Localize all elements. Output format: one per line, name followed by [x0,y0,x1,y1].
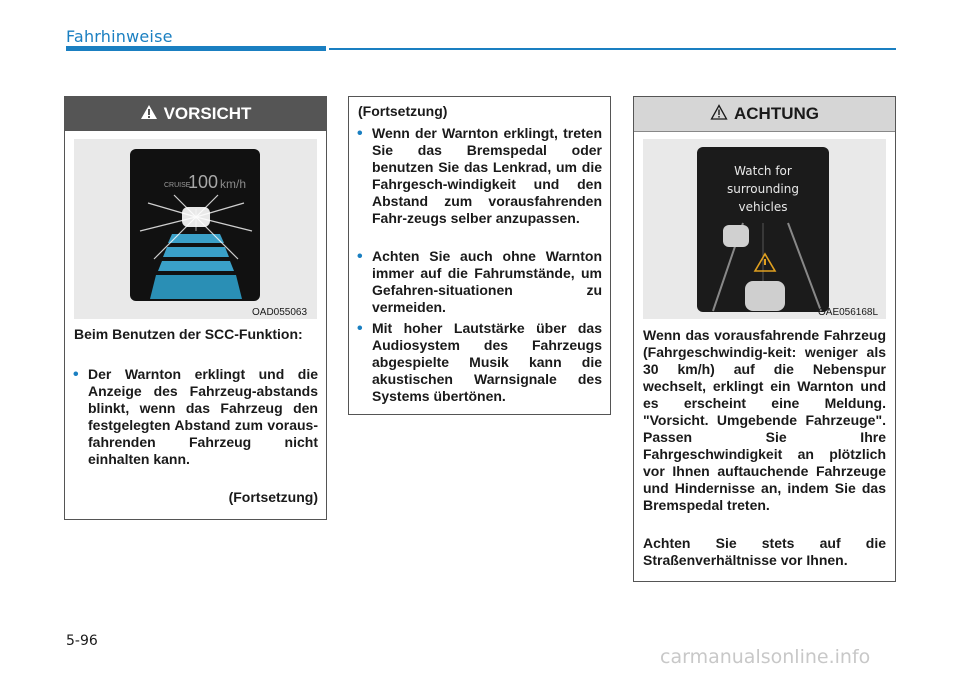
middle-bullet-3: • Mit hoher Lautstärke über das Audiosystem des Fahrzeugs abgespielte Musik kann die akustischen Warnsignale des Systems übertönen. [357,320,602,404]
page-number: 5-96 [66,633,98,649]
middle-bullet-2: • Achten Sie auch ohne Warnton immer auf die Fahrumstände, um Gefahren-situationen zu vermeiden. [357,248,602,315]
bullet-dot-icon: • [357,248,363,265]
front-car-icon [745,281,785,311]
screen-line-2: surrounding [727,182,799,196]
section-title: Fahrhinweise [66,27,173,46]
caution-header [65,97,326,131]
figure-code: OAD055063 [252,307,308,318]
bullet-dot-icon: • [357,125,363,142]
caution-bullet: • Der Warnton erklingt und die Anzeige des Fahrzeug-abstands blinkt, wenn das Fahrzeug den festgelegten Abstand zum voraus-fahrenden Fahrzeug nicht einhalten kann. [73,366,318,467]
speed-unit: km/h [220,177,247,191]
warning-header [634,97,895,132]
watch-vehicles-illustration [643,139,886,319]
warning-triangle-icon [140,104,158,125]
cluster-display-illustration [74,139,317,319]
header-rule-thick [66,46,326,51]
speed-readout: 100 [188,172,219,192]
caution-intro: Beim Benutzen der SCC-Funktion: [74,326,303,342]
screen-figure [643,139,886,319]
continued-header: (Fortsetzung) [358,103,448,119]
figure-code: OAE056168L [818,307,879,318]
watermark: carmanualsonline.info [660,646,871,668]
continued-label: (Fortsetzung) [228,489,318,505]
warning-triangle-outline-icon [710,104,728,125]
caution-title: VORSICHT [163,104,252,123]
cluster-figure [74,139,317,319]
warning-title: ACHTUNG [734,104,819,123]
middle-bullet-1: • Wenn der Warnton erklingt, treten Sie das Bremspedal oder benutzen Sie das Lenkrad, um die Fahrgesch-windigkeit und den Abstand zum vorausfahrenden Fahr-zeugs selber anzupassen. [357,125,602,226]
screen-line-3: vehicles [738,200,788,214]
header-rule-thin [329,48,896,50]
warning-para-2: Achten Sie stets auf die Straßenverhältnisse vor Ihnen. [643,535,886,568]
bullet-dot-icon: • [73,366,79,383]
warning-para-1: Wenn das vorausfahrende Fahrzeug (Fahrgeschwindig-keit: weniger als 30 km/h) auf die Nebenspur wechselt, erklingt ein Warnton und es erscheint eine Meldung. "Vorsicht. Umgebende Fahrzeuge". Passen Sie Ihre Fahrgeschwindigkeit an plötzlich vor Ihnen auftauchende Fahrzeuge und Hindernisse an, indem Sie das Bremspedal treten. [643,327,886,513]
cruise-label: CRUISE [164,182,191,189]
screen-line-1: Watch for [734,164,792,178]
side-car-icon [723,225,749,247]
bullet-dot-icon: • [357,320,363,337]
